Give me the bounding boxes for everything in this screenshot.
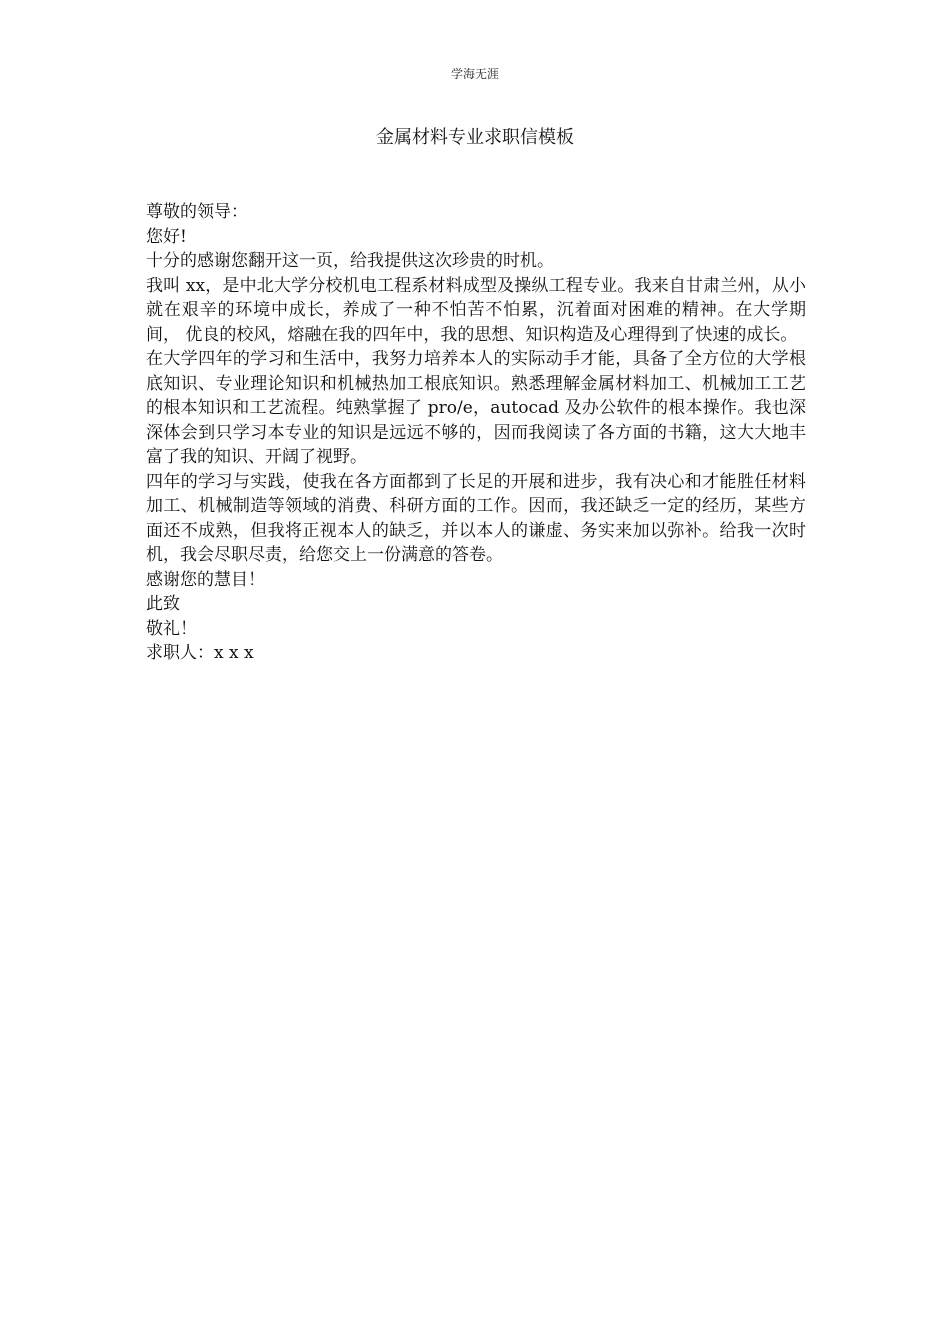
- greeting: 您好!: [146, 226, 187, 247]
- body-paragraph: 在大学四年的学习和生活中，我努力培养本人的实际动手才能，具备了全方位的大学根底知识、专业理论知识和机械热加工根底知识。熟悉理解金属材料加工、机械加工工艺的根本知识和工艺流程。纯熟掌握了 pro/e，autocad 及办公软件的根本操作。我也深深体会到只学习本专业的知识是远远不够的，因而我阅读了各方面的书籍，这大大地丰富了我的知识、开阔了视野。: [146, 349, 806, 467]
- body-paragraph: 我叫 xx，是中北大学分校机电工程系材料成型及操纵工程专业。我来自甘肃兰州，从小就在艰辛的环境中成长，养成了一种不怕苦不怕累，沉着面对困难的精神。在大学期间， 优良的校风，熔融在我的四年中，我的思想、知识构造及心理得到了快速的成长。: [146, 275, 806, 345]
- signature-line: 求职人：x x x: [146, 643, 254, 663]
- salutation: 尊敬的领导：: [146, 202, 248, 222]
- closing-line: 此致: [146, 594, 180, 614]
- body-paragraph: 十分的感谢您翻开这一页，给我提供这次珍贵的时机。: [146, 251, 554, 271]
- regards-line: 敬礼！: [146, 618, 197, 639]
- thanks-line: 感谢您的慧目！: [146, 569, 265, 590]
- page-header: 学海无涯: [450, 67, 499, 81]
- letter-body: [146, 200, 806, 666]
- document-title: 金属材料专业求职信模板: [376, 127, 574, 148]
- body-paragraph: 四年的学习与实践，使我在各方面都到了长足的开展和进步，我有决心和才能胜任材料加工、机械制造等领域的消费、科研方面的工作。因而，我还缺乏一定的经历，某些方面还不成熟，但我将正视本人的缺乏，并以本人的谦虚、务实来加以弥补。给我一次时机，我会尽职尽责，给您交上一份满意的答卷。: [146, 471, 806, 565]
